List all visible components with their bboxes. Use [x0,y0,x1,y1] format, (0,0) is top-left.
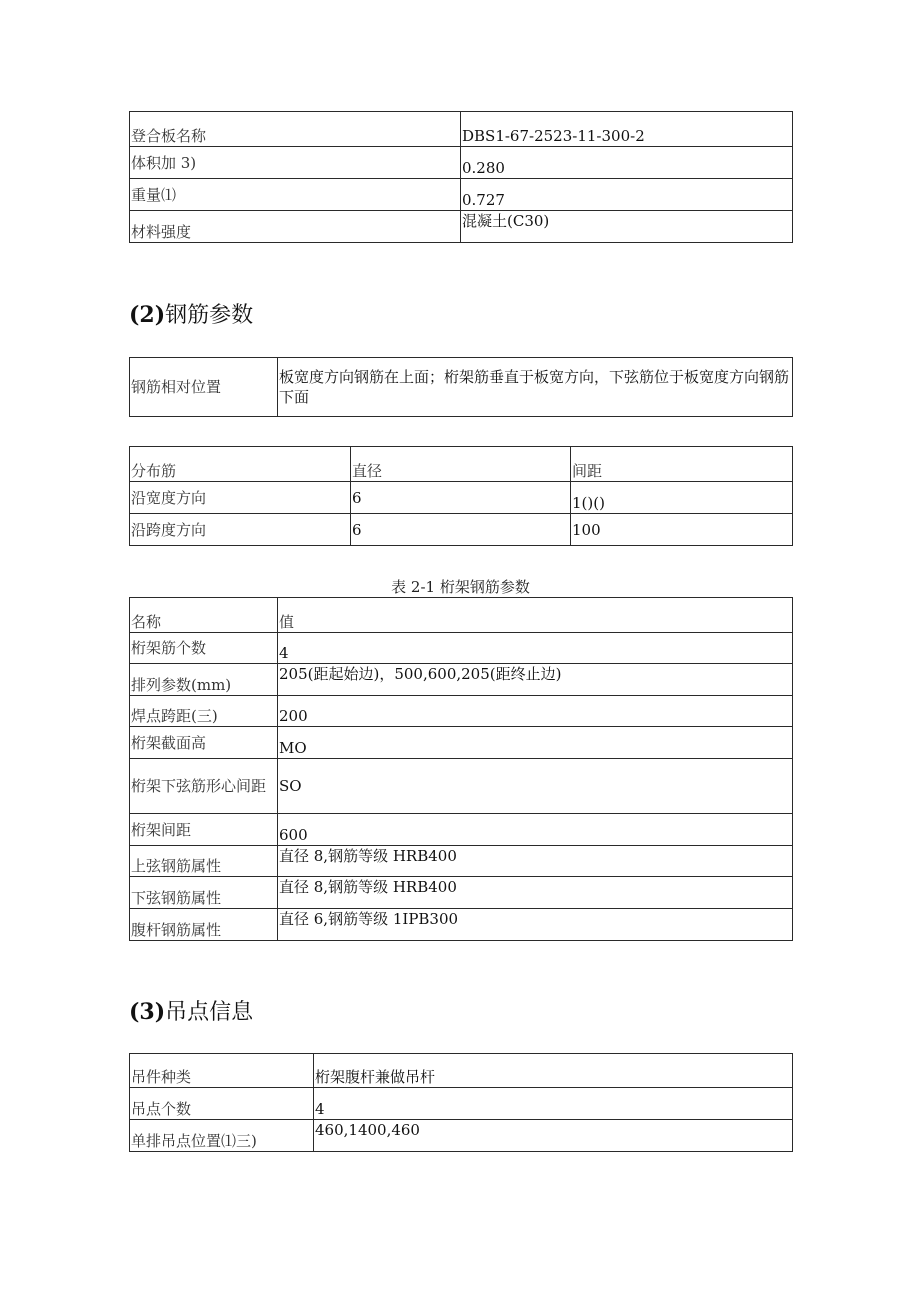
cell-label: 登合板名称 [130,112,461,147]
table-row [130,482,793,514]
cell-label: 桁架筋个数 [130,633,278,664]
panel-info-table [129,111,793,243]
distribution-rebar-table [129,446,793,546]
table-row [130,633,793,664]
cell-label: 桁架截面高 [130,727,278,759]
cell-label: 材料强度 [130,211,461,243]
cell-value: 直径 8,钢筋等级 HRB400 [278,846,793,877]
table-caption: 表 2-1 桁架钢筋参数 [391,578,530,596]
table-row [130,909,793,941]
table-row [130,1088,793,1120]
cell-value: 600 [278,814,793,846]
cell-value: MO [278,727,793,759]
table-row [130,1120,793,1152]
table-row [130,696,793,727]
cell-label: 桁架间距 [130,814,278,846]
lifting-point-table [129,1053,793,1152]
section-title: 钢筋参数 [165,303,254,328]
section-number: (2) [129,302,166,328]
cell-value: 0.727 [461,179,793,211]
cell-label: 钢筋相对位置 [130,358,278,417]
cell-value: 桁架腹杆兼做吊杆 [314,1054,793,1088]
table-row [130,358,793,417]
cell-label: 重量⑴ [130,179,461,211]
cell-value: 460,1400,460 [314,1120,793,1152]
table-row [130,1054,793,1088]
table-row [130,727,793,759]
cell-label: 单排吊点位置⑴三) [130,1120,314,1152]
cell-value: 205(距起始边)，500,600,205(距终止边) [278,664,793,696]
column-header: 分布筋 [130,447,351,482]
table-header-row [130,598,793,633]
cell-label: 桁架下弦筋形心间距 [130,759,278,814]
rebar-position-table [129,357,793,417]
cell-value: 0.280 [461,147,793,179]
cell-label: 腹杆钢筋属性 [130,909,278,941]
cell-label: 吊件种类 [130,1054,314,1088]
table-row [130,759,793,814]
cell-value: 直径 8,钢筋等级 HRB400 [278,877,793,909]
cell-value: 6 [351,514,571,546]
table-row [130,877,793,909]
cell-label: 沿跨度方向 [130,514,351,546]
table-row [130,814,793,846]
cell-value: 100 [571,514,793,546]
column-header: 值 [278,598,793,633]
table-row [130,179,793,211]
truss-rebar-table [129,597,793,941]
table-header-row [130,447,793,482]
table-row [130,147,793,179]
table-row [130,211,793,243]
cell-label: 体积加 3) [130,147,461,179]
cell-label: 焊点跨距(三) [130,696,278,727]
section-number: (3) [129,999,166,1025]
cell-value: 4 [278,633,793,664]
cell-value: 混凝土(C30) [461,211,793,243]
section-heading-rebar [129,298,253,329]
cell-value: 6 [351,482,571,514]
column-header: 名称 [130,598,278,633]
cell-value: 1()() [571,482,793,514]
column-header: 直径 [351,447,571,482]
cell-value: 板宽度方向钢筋在上面；桁架筋垂直于板宽方向，下弦筋位于板宽度方向钢筋下面 [278,358,793,417]
cell-value: SO [278,759,793,814]
section-title: 吊点信息 [165,1000,254,1025]
cell-value: 200 [278,696,793,727]
cell-value: DBS1-67-2523-11-300-2 [461,112,793,147]
column-header: 间距 [571,447,793,482]
cell-label: 下弦钢筋属性 [130,877,278,909]
cell-label: 排列参数(mm) [130,664,278,696]
table-row [130,514,793,546]
section-heading-lifting-points [129,995,253,1026]
table-row [130,664,793,696]
cell-label: 上弦钢筋属性 [130,846,278,877]
cell-label: 沿宽度方向 [130,482,351,514]
table-row [130,112,793,147]
cell-value: 4 [314,1088,793,1120]
cell-value: 直径 6,钢筋等级 1IPB300 [278,909,793,941]
cell-label: 吊点个数 [130,1088,314,1120]
table-row [130,846,793,877]
